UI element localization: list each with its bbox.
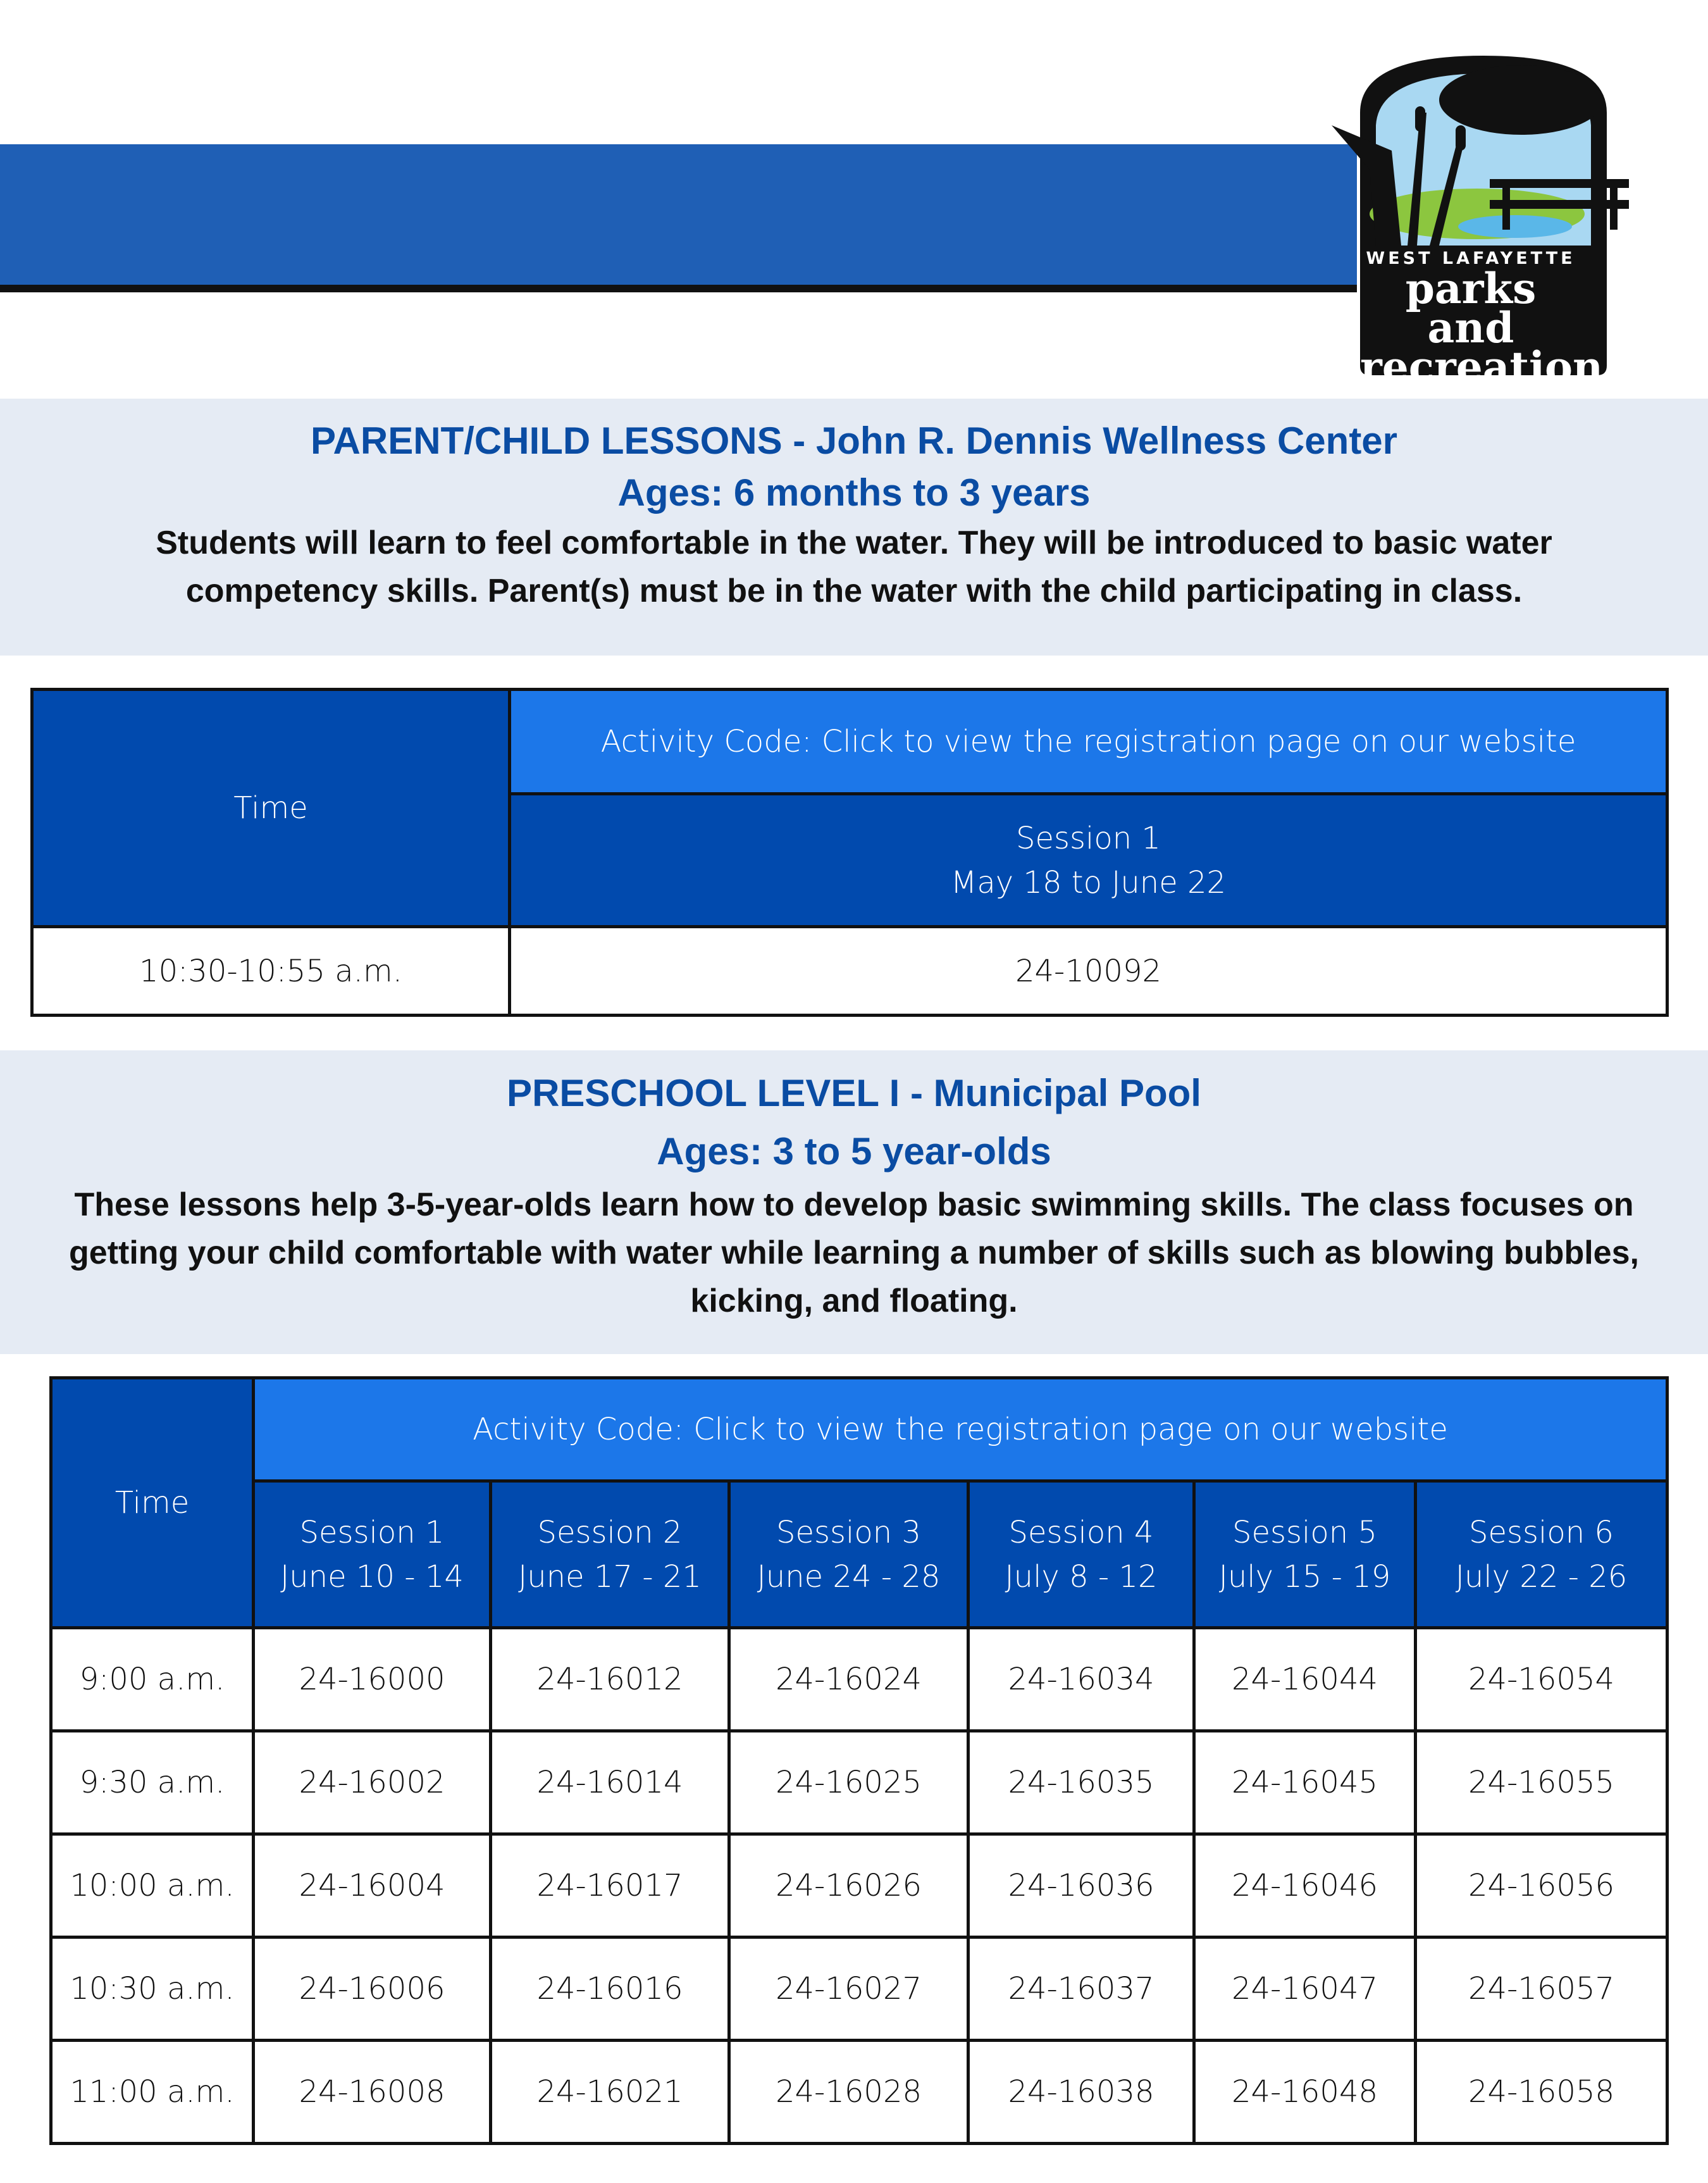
- time-cell: 9:30 a.m.: [51, 1731, 254, 1834]
- activity-code-link[interactable]: 24-16027: [729, 1937, 968, 2041]
- logo-line-1: parks and: [1405, 264, 1537, 352]
- session-name: Session 1: [1016, 820, 1161, 856]
- activity-code-link[interactable]: 24-16006: [254, 1937, 491, 2041]
- activity-code-link[interactable]: 24-16024: [729, 1628, 968, 1731]
- session-dates: July 8 - 12: [1005, 1558, 1158, 1595]
- activity-code-link[interactable]: 24-16017: [491, 1834, 729, 1937]
- session-header: [491, 1481, 729, 1628]
- activity-code-link[interactable]: 24-16004: [254, 1834, 491, 1937]
- time-header: Time: [32, 690, 510, 927]
- header-banner: [0, 144, 1357, 285]
- activity-code-link[interactable]: 24-16026: [729, 1834, 968, 1937]
- activity-code-link[interactable]: 24-16002: [254, 1731, 491, 1834]
- activity-code-link[interactable]: 24-16036: [968, 1834, 1194, 1937]
- session-name: Session 6: [1469, 1514, 1614, 1550]
- activity-code-link[interactable]: 24-16038: [968, 2041, 1194, 2144]
- table-row: [51, 1731, 1668, 1834]
- activity-code-link[interactable]: 24-16021: [491, 2041, 729, 2144]
- activity-code-link[interactable]: 24-16045: [1194, 1731, 1416, 1834]
- activity-code-link[interactable]: 24-16025: [729, 1731, 968, 1834]
- activity-code-link[interactable]: 24-16057: [1416, 1937, 1668, 2041]
- preschool-table: [49, 1376, 1669, 2145]
- activity-code-link[interactable]: 24-16054: [1416, 1628, 1668, 1731]
- session-name: Session 2: [537, 1514, 683, 1550]
- preschool-section: [0, 1050, 1708, 1354]
- session-header: [729, 1481, 968, 1628]
- session-header: [1416, 1481, 1668, 1628]
- time-cell: 10:30-10:55 a.m.: [32, 927, 510, 1016]
- parent-child-table: [30, 688, 1669, 1017]
- preschool-ages: Ages: 3 to 5 year-olds: [657, 1130, 1051, 1172]
- activity-code-header[interactable]: Activity Code: Click to view the registration page on our website: [510, 690, 1668, 794]
- header-divider: [0, 285, 1357, 292]
- activity-code-link[interactable]: 24-16016: [491, 1937, 729, 2041]
- parent-child-description: Students will learn to feel comfortable in the water. They will be introduced to basic water competency skills. Parent(s) must be in the water with the child participating in class.: [156, 525, 1552, 609]
- activity-code-link[interactable]: 24-16035: [968, 1731, 1194, 1834]
- preschool-description: These lessons help 3-5-year-olds learn how to develop basic swimming skills. The class focuses on getting your child comfortable with water while learning a number of skills such as blowing bubbles, kicking, and floating.: [69, 1186, 1639, 1319]
- table-row: [51, 1937, 1668, 2041]
- activity-code-link[interactable]: 24-16044: [1194, 1628, 1416, 1731]
- session-header: [1194, 1481, 1416, 1628]
- activity-code-link[interactable]: 24-16048: [1194, 2041, 1416, 2144]
- activity-code-link[interactable]: 24-16055: [1416, 1731, 1668, 1834]
- parent-child-title: PARENT/CHILD LESSONS - John R. Dennis Wellness Center: [310, 420, 1398, 462]
- activity-code-link[interactable]: 24-16000: [254, 1628, 491, 1731]
- logo-title: [1360, 264, 1604, 392]
- session-dates: July 15 - 19: [1218, 1558, 1391, 1595]
- session-name: Session 1: [299, 1514, 445, 1550]
- session-dates: July 22 - 26: [1455, 1558, 1628, 1595]
- activity-code-link[interactable]: 24-16014: [491, 1731, 729, 1834]
- logo-line-2: recreation: [1360, 342, 1604, 392]
- activity-code-link[interactable]: 24-16047: [1194, 1937, 1416, 2041]
- activity-code-link[interactable]: 24-16037: [968, 1937, 1194, 2041]
- parent-child-ages: Ages: 6 months to 3 years: [617, 471, 1091, 514]
- session-dates: June 10 - 14: [280, 1558, 464, 1595]
- session-dates: June 24 - 28: [757, 1558, 941, 1595]
- activity-code-link[interactable]: 24-16058: [1416, 2041, 1668, 2144]
- session-name: Session 3: [776, 1514, 921, 1550]
- time-header: Time: [51, 1378, 254, 1628]
- activity-code-link[interactable]: 24-16034: [968, 1628, 1194, 1731]
- time-cell: 10:30 a.m.: [51, 1937, 254, 2041]
- time-cell: 9:00 a.m.: [51, 1628, 254, 1731]
- activity-code-link[interactable]: 24-16056: [1416, 1834, 1668, 1937]
- session-name: Session 5: [1232, 1514, 1377, 1550]
- activity-code-link[interactable]: 24-16046: [1194, 1834, 1416, 1937]
- table-row: [51, 1834, 1668, 1937]
- session-header: [968, 1481, 1194, 1628]
- logo-small-text: WEST LAFAYETTE: [1366, 249, 1576, 268]
- session-dates: May 18 to June 22: [950, 864, 1227, 900]
- session-dates: June 17 - 21: [518, 1558, 702, 1595]
- activity-code-link[interactable]: 24-16012: [491, 1628, 729, 1731]
- activity-code-header[interactable]: Activity Code: Click to view the registration page on our website: [254, 1378, 1668, 1481]
- activity-code-link[interactable]: 24-10092: [510, 927, 1668, 1016]
- activity-code-link[interactable]: 24-16008: [254, 2041, 491, 2144]
- time-cell: 11:00 a.m.: [51, 2041, 254, 2144]
- activity-code-link[interactable]: 24-16028: [729, 2041, 968, 2144]
- session-name: Session 4: [1008, 1514, 1154, 1550]
- table-row: [51, 1628, 1668, 1731]
- preschool-title: PRESCHOOL LEVEL I - Municipal Pool: [507, 1072, 1201, 1114]
- session-header: [510, 794, 1668, 927]
- table-row: [51, 2041, 1668, 2144]
- session-header: [254, 1481, 491, 1628]
- parent-child-section: [0, 399, 1708, 656]
- time-cell: 10:00 a.m.: [51, 1834, 254, 1937]
